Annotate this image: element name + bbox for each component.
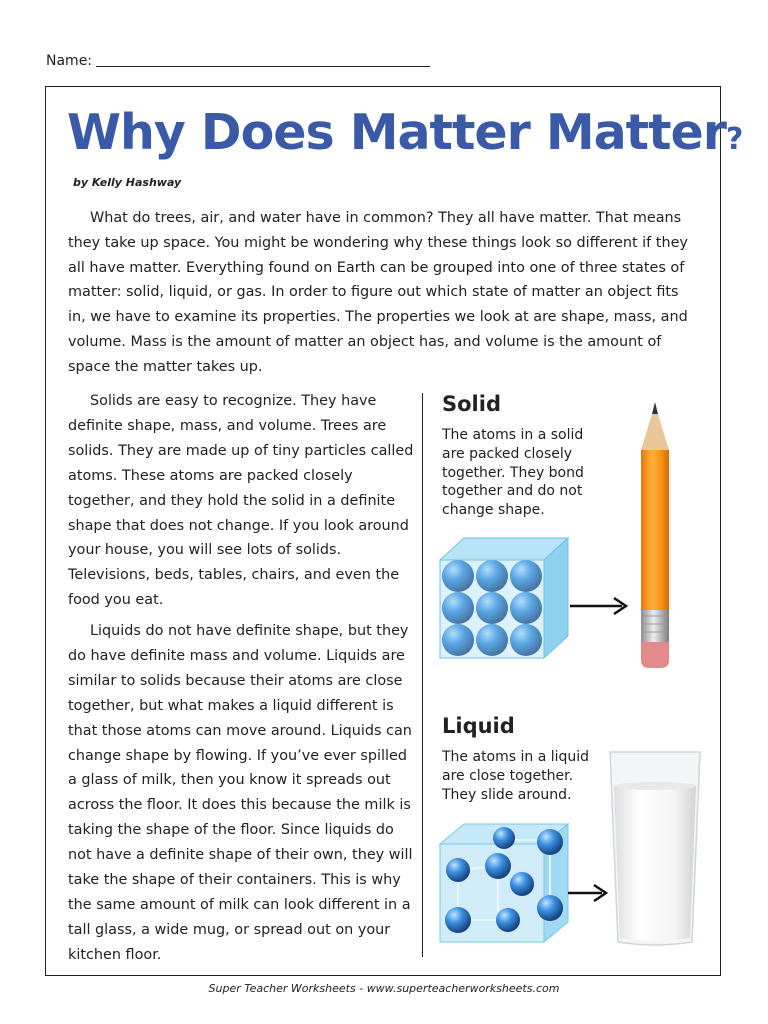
pencil-icon [636, 402, 676, 670]
liquid-heading: Liquid [442, 714, 515, 738]
solid-heading: Solid [442, 392, 501, 416]
title-text: Why Does Matter Matter [67, 104, 726, 161]
solid-atom-cube-illustration [440, 536, 570, 660]
glass-of-milk-icon [608, 748, 702, 948]
solid-description: The atoms in a solid are packed closely together. They bond together and do not change shape. [442, 427, 584, 519]
footer-brand: Super Teacher Worksheets [208, 982, 356, 995]
column-divider [422, 393, 423, 957]
liquid-atom-cube-illustration [440, 822, 570, 944]
liquid-arrow-icon [568, 883, 612, 903]
intro-paragraph: What do trees, air, and water have in common? They all have matter. That means they take up space. You might be wondering why these things look so different if they all have matter. Everything found on Earth can be grouped into one of three states of matter: solid, liquid, or gas. In order to figure out which state of matter an object fits in, we have to examine its properties. The properties we look at are shape, mass, and volume. Mass is the amount of matter an object has, and volume is the amount of space the matter takes up. [68, 210, 688, 375]
footer-url[interactable]: www.superteacherworksheets.com [366, 982, 560, 995]
byline: by Kelly Hashway [73, 176, 182, 189]
solid-arrow-icon [570, 596, 632, 616]
page-title [67, 104, 742, 161]
name-blank-line[interactable] [96, 52, 430, 67]
name-label: Name: [46, 53, 93, 69]
footer-separator: - [355, 982, 367, 995]
liquids-paragraph: Liquids do not have definite shape, but they do have definite mass and volume. Liquids are similar to solids because their atoms are close together, but what makes a liquid different is that those atoms can move around. Liquids can change shape by flowing. If you’ve ever spilled a glass of milk, then you know it spreads out across the floor. It does this because the milk is taking the shape of the floor. Since liquids do not have a definite shape of their own, they will take the shape of their containers. This is why the same amount of milk can look different in a tall glass, a wide mug, or spread out on your kitchen floor. [68, 623, 413, 963]
liquid-description: The atoms in a liquid are close together. They slide around. [442, 749, 590, 803]
footer-credit [0, 982, 768, 995]
title-question-mark: ? [725, 122, 743, 157]
solids-paragraph: Solids are easy to recognize. They have definite shape, mass, and volume. Trees are solids. They are made up of tiny particles called atoms. These atoms are packed closely together, and they hold the solid in a definite shape that does not change. If you look around your house, you will see lots of solids. Televisions, beds, tables, chairs, and even the food you eat. [68, 393, 414, 609]
name-field[interactable] [46, 52, 430, 69]
